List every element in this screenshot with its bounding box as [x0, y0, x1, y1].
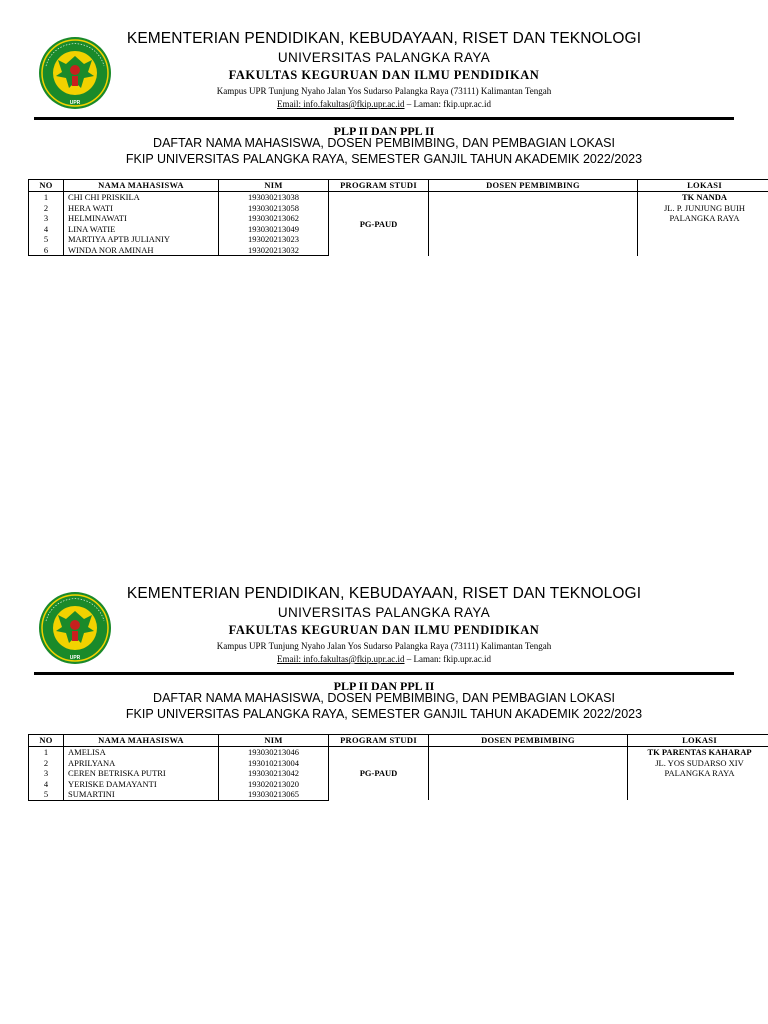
col-no: NO — [29, 735, 64, 747]
table-header-row — [29, 180, 768, 192]
university-logo-icon — [36, 36, 114, 110]
faculty-name: FAKULTAS KEGURUAN DAN ILMU PENDIDIKAN — [228, 623, 540, 637]
row-no: 1 — [29, 192, 64, 203]
email-link[interactable]: Email: info.fakultas@fkip.upr.ac.id — [277, 654, 405, 664]
program-studi-cell: PG-PAUD — [329, 747, 429, 801]
row-nim: 193030213049 — [219, 224, 329, 235]
lokasi-name: TK NANDA — [681, 192, 728, 202]
col-no: NO — [29, 180, 64, 192]
row-no: 2 — [29, 758, 64, 769]
row-no: 5 — [29, 234, 64, 245]
dosen-cell — [429, 747, 628, 801]
website-text: – Laman: fkip.upr.ac.id — [406, 654, 491, 664]
row-nama: APRILYANA — [64, 758, 219, 769]
contact-line — [120, 99, 648, 109]
letterhead — [120, 555, 648, 667]
row-nama: HERA WATI — [64, 203, 219, 214]
doc-title: PLP II DAN PPL II — [333, 679, 435, 693]
table-header-row — [29, 735, 768, 747]
document-section-1 — [0, 0, 768, 290]
university-name: UNIVERSITAS PALANGKA RAYA — [277, 605, 491, 620]
row-nim: 193020213032 — [219, 245, 329, 256]
student-table — [28, 179, 768, 256]
dosen-cell — [429, 192, 638, 256]
doc-subtitle: DAFTAR NAMA MAHASISWA, DOSEN PEMBIMBING, DAN PEMBAGIAN LOKASI — [153, 136, 615, 150]
col-nama: NAMA MAHASISWA — [64, 735, 219, 747]
row-nama: AMELISA — [64, 747, 219, 758]
col-lokasi: LOKASI — [628, 735, 768, 747]
row-no: 6 — [29, 245, 64, 256]
lokasi-name: TK PARENTAS KAHARAP — [647, 747, 752, 757]
col-dosen: DOSEN PEMBIMBING — [429, 180, 638, 192]
lokasi-city: PALANGKA RAYA — [664, 768, 735, 778]
lokasi-street: JL. YOS SUDARSO XIV — [655, 757, 744, 768]
col-program: PROGRAM STUDI — [329, 180, 429, 192]
logo-abbr: UPR — [69, 655, 81, 661]
program-studi-cell: PG-PAUD — [329, 192, 429, 256]
row-nama: SUMARTINI — [64, 789, 219, 800]
table-row — [29, 192, 768, 203]
contact-line — [120, 654, 648, 664]
doc-title: PLP II DAN PPL II — [333, 124, 435, 138]
header-divider — [34, 117, 734, 120]
row-nama: LINA WATIE — [64, 224, 219, 235]
col-lokasi: LOKASI — [638, 180, 768, 192]
ministry-name: KEMENTERIAN PENDIDIKAN, KEBUDAYAAN, RISET DAN TEKNOLOGI — [126, 30, 642, 47]
col-nim: NIM — [219, 180, 329, 192]
row-no: 4 — [29, 779, 64, 790]
row-nama: CEREN BETRISKA PUTRI — [64, 768, 219, 779]
row-nim: 193020213020 — [219, 779, 329, 790]
row-no: 3 — [29, 213, 64, 224]
row-no: 3 — [29, 768, 64, 779]
lokasi-cell — [638, 192, 768, 256]
row-nama: HELMINAWATI — [64, 213, 219, 224]
col-dosen: DOSEN PEMBIMBING — [429, 735, 628, 747]
row-nim: 193030213058 — [219, 203, 329, 214]
row-nama: CHI CHI PRISKILA — [64, 192, 219, 203]
row-nim: 193030213062 — [219, 213, 329, 224]
campus-address: Kampus UPR Tunjung Nyaho Jalan Yos Sudarso Palangka Raya (73111) Kalimantan Tengah — [216, 641, 552, 651]
doc-subtitle-2: FKIP UNIVERSITAS PALANGKA RAYA, SEMESTER GANJIL TAHUN AKADEMIK 2022/2023 — [125, 707, 643, 721]
lokasi-street: JL. P. JUNJUNG BUIH — [664, 202, 745, 213]
row-nim: 193030213038 — [219, 192, 329, 203]
student-table — [28, 734, 768, 801]
row-nim: 193030213065 — [219, 789, 329, 800]
university-name: UNIVERSITAS PALANGKA RAYA — [277, 50, 491, 65]
col-program: PROGRAM STUDI — [329, 735, 429, 747]
row-nim: 193030213042 — [219, 768, 329, 779]
lokasi-cell — [628, 747, 768, 801]
faculty-name: FAKULTAS KEGURUAN DAN ILMU PENDIDIKAN — [228, 68, 540, 82]
header-divider — [34, 672, 734, 675]
col-nim: NIM — [219, 735, 329, 747]
doc-subtitle-2: FKIP UNIVERSITAS PALANGKA RAYA, SEMESTER GANJIL TAHUN AKADEMIK 2022/2023 — [125, 152, 643, 166]
logo-abbr: UPR — [69, 100, 81, 106]
website-text: – Laman: fkip.upr.ac.id — [406, 99, 491, 109]
campus-address: Kampus UPR Tunjung Nyaho Jalan Yos Sudarso Palangka Raya (73111) Kalimantan Tengah — [216, 86, 552, 96]
row-nim: 193020213023 — [219, 234, 329, 245]
document-section-2 — [0, 555, 768, 845]
col-nama: NAMA MAHASISWA — [64, 180, 219, 192]
university-logo-icon — [36, 591, 114, 665]
row-no: 5 — [29, 789, 64, 800]
ministry-name: KEMENTERIAN PENDIDIKAN, KEBUDAYAAN, RISET DAN TEKNOLOGI — [126, 585, 642, 602]
lokasi-city: PALANGKA RAYA — [669, 213, 740, 223]
row-no: 4 — [29, 224, 64, 235]
row-nim: 193030213046 — [219, 747, 329, 758]
row-nama: WINDA NOR AMINAH — [64, 245, 219, 256]
table-row — [29, 747, 768, 758]
row-no: 1 — [29, 747, 64, 758]
doc-subtitle: DAFTAR NAMA MAHASISWA, DOSEN PEMBIMBING, DAN PEMBAGIAN LOKASI — [153, 691, 615, 705]
row-nama: MARTIYA APTB JULIANIY — [64, 234, 219, 245]
letterhead — [120, 0, 648, 112]
email-link[interactable]: Email: info.fakultas@fkip.upr.ac.id — [277, 99, 405, 109]
row-nama: YERISKE DAMAYANTI — [64, 779, 219, 790]
row-nim: 193010213004 — [219, 758, 329, 769]
row-no: 2 — [29, 203, 64, 214]
